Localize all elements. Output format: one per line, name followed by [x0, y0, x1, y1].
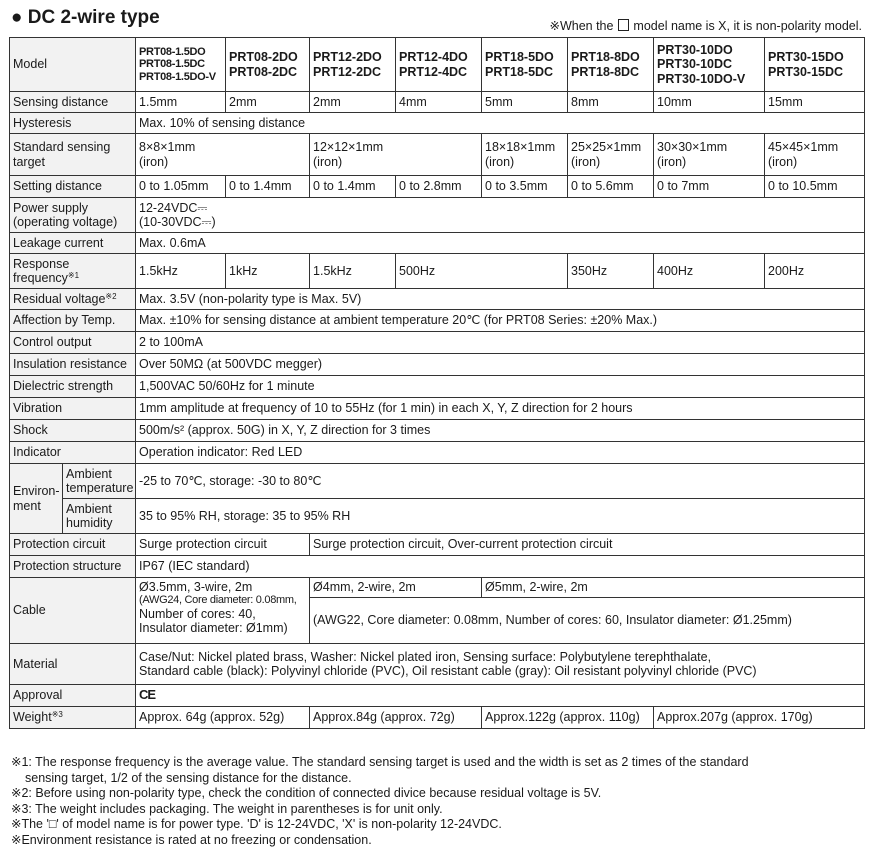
value-cell: 400Hz	[654, 254, 765, 289]
value-cell: 2mm	[310, 92, 396, 113]
footnote: ※Environment resistance is rated at no freezing or condensation.	[11, 832, 372, 847]
value-cell: Surge protection circuit	[136, 534, 310, 556]
value-cell: -25 to 70℃, storage: -30 to 80℃	[136, 464, 865, 499]
value-cell: 18×18×1mm (iron)	[482, 134, 568, 176]
model-cell: PRT30-15DO PRT30-15DC	[765, 38, 865, 92]
dielectric-row	[10, 376, 865, 398]
value-cell: 4mm	[396, 92, 482, 113]
row-label: Hysteresis	[10, 113, 136, 134]
value-cell: 0 to 1.05mm	[136, 176, 226, 198]
value-cell: 1,500VAC 50/60Hz for 1 minute	[136, 376, 865, 398]
ambient-temp-row	[10, 464, 865, 499]
weight-row	[10, 707, 865, 729]
model-row	[10, 38, 865, 92]
square-box-icon	[618, 19, 629, 31]
footnotes	[11, 755, 863, 848]
row-label: Indicator	[10, 442, 136, 464]
value-cell: Operation indicator: Red LED	[136, 442, 865, 464]
value-cell: 8mm	[568, 92, 654, 113]
row-label: Shock	[10, 420, 136, 442]
ambient-humidity-row	[10, 499, 865, 534]
model-cell: PRT18-5DO PRT18-5DC	[482, 38, 568, 92]
value-cell: 1.5kHz	[136, 254, 226, 289]
section-title: ● DC 2-wire type	[11, 7, 160, 28]
value-cell: 8×8×1mm (iron)	[136, 134, 310, 176]
cable-a-cell: Ø3.5mm, 3-wire, 2m (AWG24, Core diameter: 0.08mm, Number of cores: 40, Insulator diameter: Ø1mm)	[136, 578, 310, 644]
environment-label: Environ- ment	[10, 464, 63, 534]
value-cell: Approx. 64g (approx. 52g)	[136, 707, 310, 729]
value-cell: (AWG22, Core diameter: 0.08mm, Number of cores: 60, Insulator diameter: Ø1.25mm)	[310, 598, 865, 644]
model-label: Model	[10, 38, 136, 92]
value-cell: Max. ±10% for sensing distance at ambient temperature 20℃ (for PRT08 Series: ±20% Max.)	[136, 310, 865, 332]
value-cell: 350Hz	[568, 254, 654, 289]
value-cell: 1kHz	[226, 254, 310, 289]
row-label: Dielectric strength	[10, 376, 136, 398]
protection-circuit-row	[10, 534, 865, 556]
value-cell: Surge protection circuit, Over-current protection circuit	[310, 534, 865, 556]
row-label: Power supply (operating voltage)	[10, 198, 136, 233]
value-cell: Approx.207g (approx. 170g)	[654, 707, 865, 729]
value-cell: 25×25×1mm (iron)	[568, 134, 654, 176]
model-cell: PRT18-8DO PRT18-8DC	[568, 38, 654, 92]
value-cell	[136, 685, 865, 707]
row-label: Ambient temperature	[63, 464, 136, 499]
hysteresis-row	[10, 113, 865, 134]
protection-structure-row	[10, 556, 865, 578]
residual-row	[10, 289, 865, 310]
cable-row-top	[10, 578, 865, 598]
value-cell: Ø4mm, 2-wire, 2m	[310, 578, 482, 598]
value-cell: 1.5mm	[136, 92, 226, 113]
value-cell: Ø5mm, 2-wire, 2m	[482, 578, 865, 598]
value-cell: 2mm	[226, 92, 310, 113]
leakage-row	[10, 233, 865, 254]
row-label: Insulation resistance	[10, 354, 136, 376]
control-output-row	[10, 332, 865, 354]
insulation-row	[10, 354, 865, 376]
row-label: Affection by Temp.	[10, 310, 136, 332]
power-supply-row	[10, 198, 865, 233]
value-cell: 200Hz	[765, 254, 865, 289]
footnote: ※The '□' of model name is for power type. 'D' is 12-24VDC, 'X' is non-polarity 12-24VDC.	[11, 817, 502, 831]
top-note	[549, 18, 862, 33]
value-cell: Max. 10% of sensing distance	[136, 113, 865, 134]
value-cell: 15mm	[765, 92, 865, 113]
row-label: Setting distance	[10, 176, 136, 198]
value-cell: Case/Nut: Nickel plated brass, Washer: Nickel plated iron, Sensing surface: Polybutylene terephthalate, Standard cable (black): Polyvinyl chloride (PVC), Oil resistant cable (gray): Oil resistant polyvinyl chloride (PVC)	[136, 644, 865, 685]
value-cell: IP67 (IEC standard)	[136, 556, 865, 578]
value-cell: 5mm	[482, 92, 568, 113]
value-cell: 0 to 3.5mm	[482, 176, 568, 198]
shock-row	[10, 420, 865, 442]
affection-row	[10, 310, 865, 332]
row-label: Weight$^{※3}$	[10, 707, 136, 729]
setting-distance-row	[10, 176, 865, 198]
value-cell: 0 to 10.5mm	[765, 176, 865, 198]
value-cell: 30×30×1mm (iron)	[654, 134, 765, 176]
row-label: Material	[10, 644, 136, 685]
value-cell: 45×45×1mm (iron)	[765, 134, 865, 176]
value-cell: 1.5kHz	[310, 254, 396, 289]
model-cell: PRT12-2DO PRT12-2DC	[310, 38, 396, 92]
value-cell: Approx.122g (approx. 110g)	[482, 707, 654, 729]
footnote: ※3: The weight includes packaging. The weight in parentheses is for unit only.	[11, 801, 443, 816]
response-row	[10, 254, 865, 289]
row-label: Vibration	[10, 398, 136, 420]
value-cell: 500Hz	[396, 254, 568, 289]
footnote: sensing target, 1/2 of the sensing distance for the distance.	[25, 770, 352, 785]
row-label: Protection structure	[10, 556, 136, 578]
value-cell: Over 50MΩ (at 500VDC megger)	[136, 354, 865, 376]
value-cell: 1mm amplitude at frequency of 10 to 55Hz (for 1 min) in each X, Y, Z direction for 2 hours	[136, 398, 865, 420]
value-cell: 0 to 7mm	[654, 176, 765, 198]
row-label: Ambient humidity	[63, 499, 136, 534]
row-label: Control output	[10, 332, 136, 354]
spec-table	[9, 37, 865, 729]
value-cell: 0 to 2.8mm	[396, 176, 482, 198]
row-label: Approval	[10, 685, 136, 707]
value-cell: 12-24VDC⎓ (10-30VDC⎓)	[136, 198, 865, 233]
model-cell: PRT08-2DO PRT08-2DC	[226, 38, 310, 92]
row-label: Response frequency$^{※1}$	[10, 254, 136, 289]
row-label: Standard sensing target	[10, 134, 136, 176]
row-label: Protection circuit	[10, 534, 136, 556]
footnote: ※2: Before using non-polarity type, check the condition of connected divice because residual voltage is 5V.	[11, 786, 602, 800]
value-cell: Approx.84g (approx. 72g)	[310, 707, 482, 729]
approval-row	[10, 685, 865, 707]
ce-mark-icon: CE	[139, 687, 156, 703]
value-cell: 0 to 5.6mm	[568, 176, 654, 198]
value-cell: 10mm	[654, 92, 765, 113]
indicator-row	[10, 442, 865, 464]
top-note-after: model name is X, it is non-polarity model.	[633, 19, 862, 33]
material-row	[10, 644, 865, 685]
model-cell: PRT08-1.5DO PRT08-1.5DC PRT08-1.5DO-V	[136, 38, 226, 92]
value-cell: Max. 3.5V (non-polarity type is Max. 5V)	[136, 289, 865, 310]
row-label: Cable	[10, 578, 136, 644]
row-label: Residual voltage$^{※2}$	[10, 289, 136, 310]
top-note-before: ※When the	[549, 19, 614, 33]
standard-target-row	[10, 134, 865, 176]
model-cell: PRT30-10DO PRT30-10DC PRT30-10DO-V	[654, 38, 765, 92]
value-cell: 12×12×1mm (iron)	[310, 134, 482, 176]
value-cell: 35 to 95% RH, storage: 35 to 95% RH	[136, 499, 865, 534]
vibration-row	[10, 398, 865, 420]
row-label: Leakage current	[10, 233, 136, 254]
footnote: ※1: The response frequency is the average value. The standard sensing target is used and the width is set as 2 times of the standard	[11, 755, 749, 769]
value-cell: 2 to 100mA	[136, 332, 865, 354]
value-cell: 0 to 1.4mm	[226, 176, 310, 198]
sensing-distance-row	[10, 92, 865, 113]
model-cell: PRT12-4DO PRT12-4DC	[396, 38, 482, 92]
value-cell: Max. 0.6mA	[136, 233, 865, 254]
value-cell: 0 to 1.4mm	[310, 176, 396, 198]
value-cell: 500m/s² (approx. 50G) in X, Y, Z direction for 3 times	[136, 420, 865, 442]
row-label: Sensing distance	[10, 92, 136, 113]
